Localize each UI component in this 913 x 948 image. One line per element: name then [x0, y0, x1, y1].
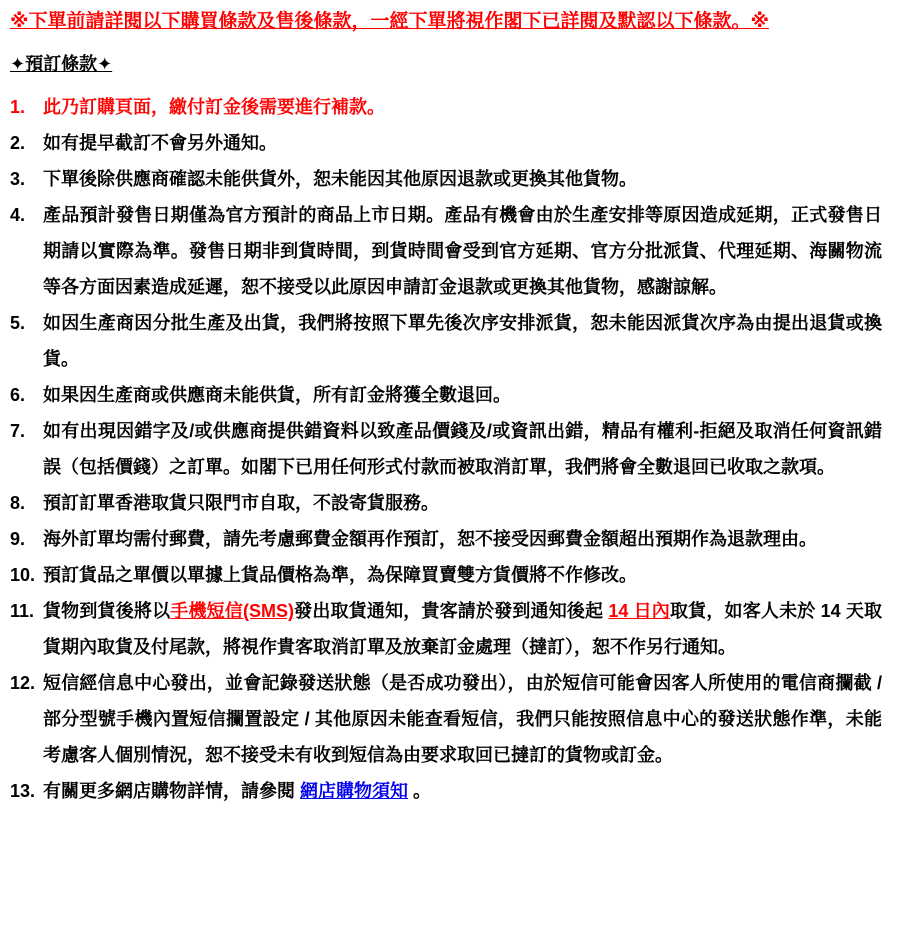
term-text-segment: 發出取貨通知，貴客請於發到通知後起 — [293, 601, 609, 621]
term-number: 11. — [10, 601, 35, 621]
term-text-segment: 有關更多網店購物詳情，請參閱 — [43, 781, 300, 801]
term-text — [43, 169, 637, 189]
term-text — [43, 97, 385, 117]
term-text — [43, 421, 882, 477]
term-text — [43, 205, 882, 297]
term-text-segment: 海外訂單均需付郵費，請先考慮郵費金額再作預訂，恕不接受因郵費金額超出預期作為退款理由。 — [43, 529, 817, 549]
term-item — [10, 521, 882, 557]
page-title: ※下單前請詳閱以下購買條款及售後條款，一經下單將視作閣下已詳閱及默認以下條款。※ — [10, 11, 769, 32]
term-item — [10, 413, 882, 485]
term-item — [10, 593, 882, 665]
term-text-segment: 短信經信息中心發出，並會記錄發送狀態（是否成功發出），由於短信可能會因客人所使用的電信商攔截 / 部分型號手機內置短信攔置設定 / 其他原因未能查看短信，我們只能按照信息中心的發送狀態作準，未能考慮客人個別情況，恕不接受未有收到短信為由要求取回已撻訂的貨物或訂金。 — [43, 673, 882, 765]
term-item — [10, 89, 882, 125]
term-number: 5. — [10, 313, 26, 333]
term-item — [10, 125, 882, 161]
term-text — [43, 529, 817, 549]
section-header-preorder-terms: ✦預訂條款✦ — [10, 54, 113, 74]
term-text-segment: 如有出現因錯字及/或供應商提供錯資料以致產品價錢及/或資訊出錯，精品有權利-拒絕及取消任何資訊錯誤（包括價錢）之訂單。如閣下已用任何形式付款而被取消訂單，我們將會全數退回已收取之款項。 — [43, 421, 882, 477]
term-number: 4. — [10, 205, 26, 225]
term-text — [43, 133, 277, 153]
term-item — [10, 377, 882, 413]
term-item — [10, 197, 882, 305]
term-number: 2. — [10, 133, 26, 153]
term-number: 6. — [10, 385, 26, 405]
term-text-segment: 如果因生產商或供應商未能供貨，所有訂金將獲全數退回。 — [43, 385, 511, 405]
term-text — [43, 565, 637, 585]
term-item — [10, 161, 882, 197]
term-text-segment: 貨物到貨後將以 — [43, 601, 171, 621]
terms-list — [10, 89, 882, 809]
term-text-segment: 此乃訂購頁面，繳付訂金後需要進行補款。 — [43, 97, 385, 117]
term-number: 3. — [10, 169, 26, 189]
term-number: 8. — [10, 493, 26, 513]
term-text — [43, 385, 511, 405]
term-text-segment: 取貨，如客人未於 14 天取貨期內取貨及付尾款，將視作貴客取消訂單及放棄訂金處理（撻訂），恕不作另行通知。 — [43, 601, 883, 657]
term-number: 13. — [10, 781, 36, 801]
term-text-segment: 產品預計發售日期僅為官方預計的商品上市日期。產品有機會由於生產安排等原因造成延期，正式發售日期請以實際為準。發售日期非到貨時間，到貨時間會受到官方延期、官方分批派貨、代理延期、海關物流等各方面因素造成延遲，恕不接受以此原因申請訂金退款或更換其他貨物，感謝諒解。 — [43, 205, 882, 297]
term-text — [43, 781, 431, 801]
shop-notice-link[interactable]: 網店購物須知 — [300, 781, 408, 801]
term-item — [10, 557, 882, 593]
term-item — [10, 665, 882, 773]
term-text-segment: 14 日內 — [608, 601, 670, 621]
term-item — [10, 773, 882, 809]
term-item — [10, 485, 882, 521]
term-text-segment: 預訂貨品之單價以單據上貨品價格為準，為保障買賣雙方貨價將不作修改。 — [43, 565, 637, 585]
term-number: 12. — [10, 673, 36, 693]
term-text — [43, 601, 882, 657]
term-text — [43, 313, 882, 369]
term-text-segment: 手機短信(SMS) — [170, 601, 294, 621]
term-text — [43, 673, 882, 765]
term-number: 10. — [10, 565, 36, 585]
term-number: 7. — [10, 421, 26, 441]
term-text-segment: 。 — [408, 781, 432, 801]
term-text-segment: 如因生產商因分批生產及出貨，我們將按照下單先後次序安排派貨，恕未能因派貨次序為由提出退貨或換貨。 — [43, 313, 882, 369]
term-text — [43, 493, 439, 513]
term-number: 1. — [10, 97, 26, 117]
term-text-segment: 下單後除供應商確認未能供貨外，恕未能因其他原因退款或更換其他貨物。 — [43, 169, 637, 189]
term-text-segment: 預訂訂單香港取貨只限門市自取，不設寄貨服務。 — [43, 493, 439, 513]
term-text-segment: 如有提早截訂不會另外通知。 — [43, 133, 277, 153]
term-number: 9. — [10, 529, 26, 549]
term-item — [10, 305, 882, 377]
